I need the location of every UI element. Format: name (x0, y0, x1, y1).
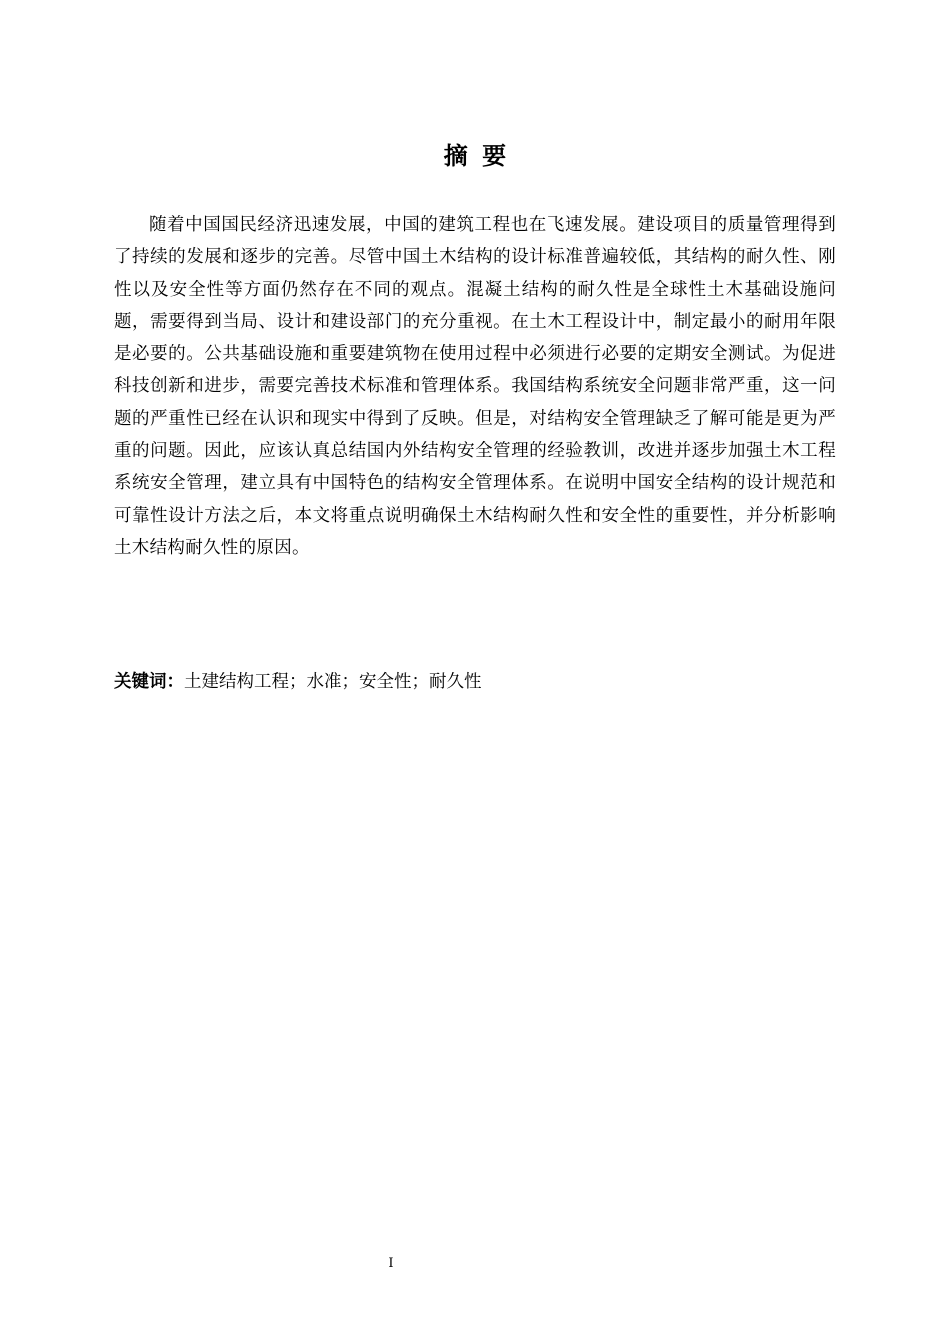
keywords-label: 关键词： (114, 672, 184, 692)
abstract-title: 摘要 (443, 142, 521, 170)
abstract-body: 随着中国国民经济迅速发展，中国的建筑工程也在飞速发展。建设项目的质量管理得到了持续的发展和逐步的完善。尽管中国土木结构的设计标准普遍较低，其结构的耐久性、刚性以及安全性等方面仍然存在不同的观点。混凝土结构的耐久性是全球性土木基础设施问题，需要得到当局、设计和建设部门的充分重视。在土木工程设计中，制定最小的耐用年限是必要的。公共基础设施和重要建筑物在使用过程中必须进行必要的定期安全测试。为促进科技创新和进步，需要完善技术标准和管理体系。我国结构系统安全问题非常严重，这一问题的严重性已经在认识和现实中得到了反映。但是，对结构安全管理缺乏了解可能是更为严重的问题。因此，应该认真总结国内外结构安全管理的经验教训，改进并逐步加强土木工程系统安全管理，建立具有中国特色的结构安全管理体系。在说明中国安全结构的设计规范和可靠性设计方法之后，本文将重点说明确保土木结构耐久性和安全性的重要性，并分析影响土木结构耐久性的原因。 (114, 215, 836, 558)
keywords-text: 土建结构工程；水准；安全性；耐久性 (184, 672, 482, 692)
keywords-line (114, 668, 836, 696)
page-number: I (388, 1256, 394, 1271)
